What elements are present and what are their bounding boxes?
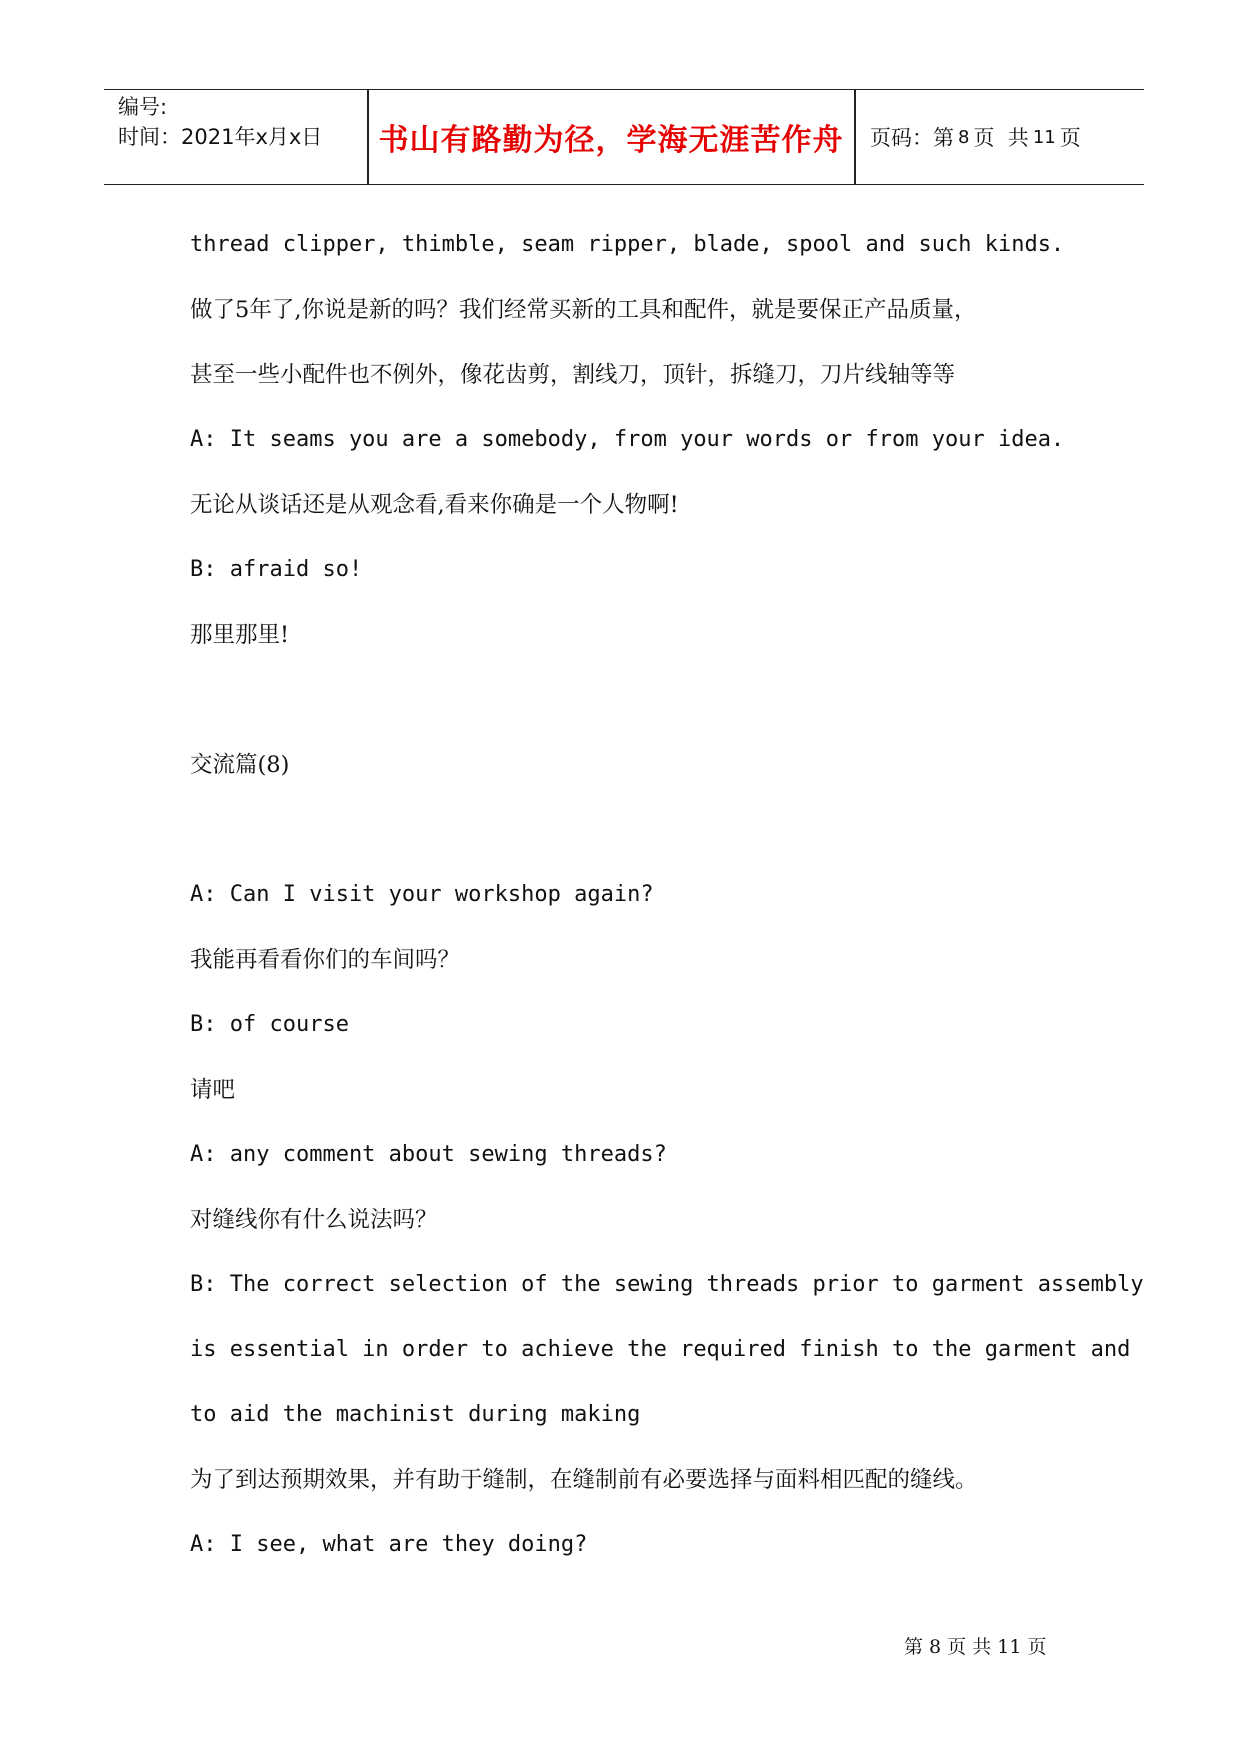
page-total: 11 <box>1032 126 1056 148</box>
text-line: 甚至一些小配件也不例外，像花齿剪，割线刀，顶针，拆缝刀，刀片线轴等等 <box>190 362 956 388</box>
text-line: B: afraid so! <box>190 557 363 582</box>
text-line: 做了5年了,你说是新的吗？我们经常买新的工具和配件，就是要保正产品质量， <box>190 297 977 323</box>
text-line: to aid the machinist during making <box>190 1402 641 1427</box>
document-body <box>190 225 1144 1590</box>
text-line: 无论从谈话还是从观念看,看来你确是一个人物啊! <box>190 492 679 518</box>
text-line: B: The correct selection of the sewing threads prior to garment assembly <box>190 1272 1144 1297</box>
text-line: thread clipper, thimble, seam ripper, blade, spool and such kinds. <box>190 232 1065 257</box>
page-label: 页码：第 <box>870 126 954 150</box>
text-line: 我能再看看你们的车间吗？ <box>190 947 461 973</box>
page-number: 8 <box>958 126 970 148</box>
text-line: A: I see, what are they doing? <box>190 1532 588 1557</box>
header-divider <box>854 90 856 184</box>
text-line: 对缝线你有什么说法吗？ <box>190 1207 438 1233</box>
text-line: 为了到达预期效果，并有助于缝制，在缝制前有必要选择与面料相匹配的缝线。 <box>190 1467 978 1493</box>
text-line: 请吧 <box>190 1077 236 1103</box>
section-heading: 交流篇(8) <box>190 752 290 778</box>
header-page-info <box>870 90 1140 184</box>
header-motto: 书山有路勤为径，学海无涯苦作舟 <box>378 123 844 158</box>
text-line: A: Can I visit your workshop again? <box>190 882 654 907</box>
text-line: A: It seams you are a somebody, from your words or from your idea. <box>190 427 1065 452</box>
time-label: 时间：2021年x月x日 <box>118 125 323 149</box>
page-end-label: 页 <box>1059 126 1081 150</box>
number-label: 编号: <box>118 95 168 119</box>
text-line: is essential in order to achieve the required finish to the garment and <box>190 1337 1131 1362</box>
document-header <box>104 89 1144 185</box>
page-footer: 第 8 页 共 11 页 <box>904 1636 1047 1658</box>
blank-line <box>190 810 1070 875</box>
text-line: A: any comment about sewing threads? <box>190 1142 667 1167</box>
text-line: B: of course <box>190 1012 349 1037</box>
text-line: 那里那里! <box>190 622 290 648</box>
blank-line <box>190 680 1070 745</box>
page-mid-label: 页 共 <box>973 126 1029 150</box>
